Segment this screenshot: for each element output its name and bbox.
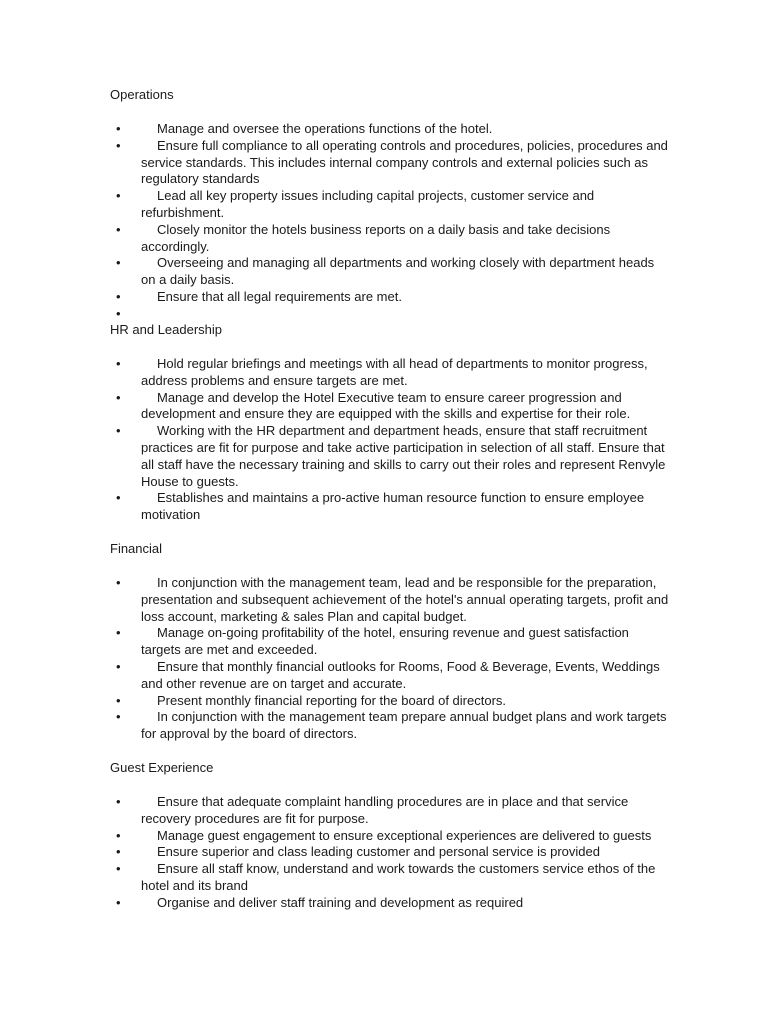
section-hr-and-leadership — [110, 322, 670, 524]
bullet-icon: • — [116, 709, 121, 725]
list-item — [110, 356, 670, 390]
bullet-icon: • — [116, 692, 121, 708]
list-item-text: Ensure that adequate complaint handling procedures are in place and that service recovery procedures are fit for purpose. — [141, 794, 629, 826]
list-item-text: Ensure that all legal requirements are met. — [157, 288, 402, 304]
list-item — [110, 575, 670, 625]
list-item — [110, 659, 670, 693]
bullet-list — [110, 575, 670, 743]
list-item-text: Ensure all staff know, understand and work towards the customers service ethos of the hotel and its brand — [141, 861, 656, 893]
list-item-text: Present monthly financial reporting for the board of directors. — [157, 692, 507, 708]
bullet-list — [110, 356, 670, 524]
list-item-text: Organise and deliver staff training and development as required — [157, 894, 524, 910]
list-item-text: In conjunction with the management team, lead and be responsible for the preparation, presentation and subsequent achievement of the hotel's annual operating targets, profit and loss account, marketing & sales Plan and capital budget. — [141, 575, 669, 624]
list-item — [110, 693, 670, 710]
bullet-icon: • — [116, 423, 121, 439]
list-item — [110, 709, 670, 743]
list-item-text: Working with the HR department and department heads, ensure that staff recruitment practices are fit for purpose and take active participation in selection of all staff. Ensure that all staff have the necessary training and skills to carry out their roles and represent Renvyle House to guests. — [141, 423, 666, 489]
list-item — [110, 121, 670, 138]
bullet-icon: • — [116, 827, 121, 843]
list-item — [110, 861, 670, 895]
section-heading: HR and Leadership — [110, 322, 223, 337]
list-item-text: Manage guest engagement to ensure exceptional experiences are delivered to guests — [157, 827, 652, 843]
bullet-list — [110, 121, 670, 323]
list-item-text: Overseeing and managing all departments and working closely with department heads on a daily basis. — [141, 255, 655, 288]
bullet-icon: • — [116, 137, 121, 153]
section-financial — [110, 541, 670, 743]
list-item — [110, 289, 670, 306]
list-item-text: In conjunction with the management team prepare annual budget plans and work targets for approval by the board of directors. — [141, 709, 667, 742]
list-item-text: Manage and develop the Hotel Executive team to ensure career progression and development and ensure they are equipped with the skills and expertise for their role. — [141, 389, 631, 422]
list-item-text: Ensure full compliance to all operating controls and procedures, policies, procedures and service standards. This includes internal company controls and external policies such as regulatory standards — [141, 137, 668, 187]
list-item — [110, 222, 670, 256]
list-item-text: Closely monitor the hotels business reports on a daily basis and take decisions accordingly. — [141, 221, 611, 254]
bullet-icon: • — [116, 490, 121, 506]
list-item — [110, 828, 670, 845]
list-item-text: Ensure that monthly financial outlooks for Rooms, Food & Beverage, Events, Weddings and other revenue are on target and accurate. — [141, 658, 660, 691]
bullet-icon: • — [116, 844, 121, 860]
list-item — [110, 490, 670, 524]
bullet-icon: • — [116, 575, 121, 590]
bullet-icon: • — [116, 121, 121, 136]
list-item — [110, 188, 670, 222]
bullet-icon: • — [116, 288, 121, 304]
bullet-icon: • — [116, 658, 121, 674]
bullet-icon: • — [116, 861, 121, 877]
section-heading: Financial — [110, 541, 163, 556]
section-operations — [110, 87, 670, 323]
list-item-text: Hold regular briefings and meetings with all head of departments to monitor progress, address problems and ensure targets are met. — [141, 356, 648, 388]
list-item — [110, 138, 670, 188]
list-item — [110, 306, 670, 323]
bullet-list — [110, 794, 670, 912]
list-item-text: Manage on-going profitability of the hotel, ensuring revenue and guest satisfaction targets are met and exceeded. — [141, 625, 629, 658]
list-item-text: Lead all key property issues including capital projects, customer service and refurbishment. — [141, 188, 595, 220]
list-item — [110, 895, 670, 912]
bullet-icon: • — [116, 305, 121, 321]
bullet-icon: • — [116, 894, 121, 910]
list-item-text: Manage and oversee the operations functions of the hotel. — [157, 121, 493, 136]
section-guest-experience — [110, 760, 670, 912]
section-heading: Guest Experience — [110, 760, 214, 775]
list-item — [110, 255, 670, 289]
section-heading: Operations — [110, 87, 174, 102]
bullet-icon: • — [116, 389, 121, 405]
bullet-icon: • — [116, 794, 121, 809]
bullet-icon: • — [116, 221, 121, 237]
list-item — [110, 844, 670, 861]
list-item — [110, 625, 670, 659]
bullet-icon: • — [116, 255, 121, 271]
bullet-icon: • — [116, 188, 121, 204]
list-item — [110, 423, 670, 490]
list-item-text: Ensure superior and class leading customer and personal service is provided — [157, 844, 600, 860]
bullet-icon: • — [116, 625, 121, 641]
list-item — [110, 390, 670, 424]
list-item — [110, 794, 670, 828]
bullet-icon: • — [116, 356, 121, 371]
list-item-text: Establishes and maintains a pro-active human resource function to ensure employee motivation — [141, 490, 645, 523]
